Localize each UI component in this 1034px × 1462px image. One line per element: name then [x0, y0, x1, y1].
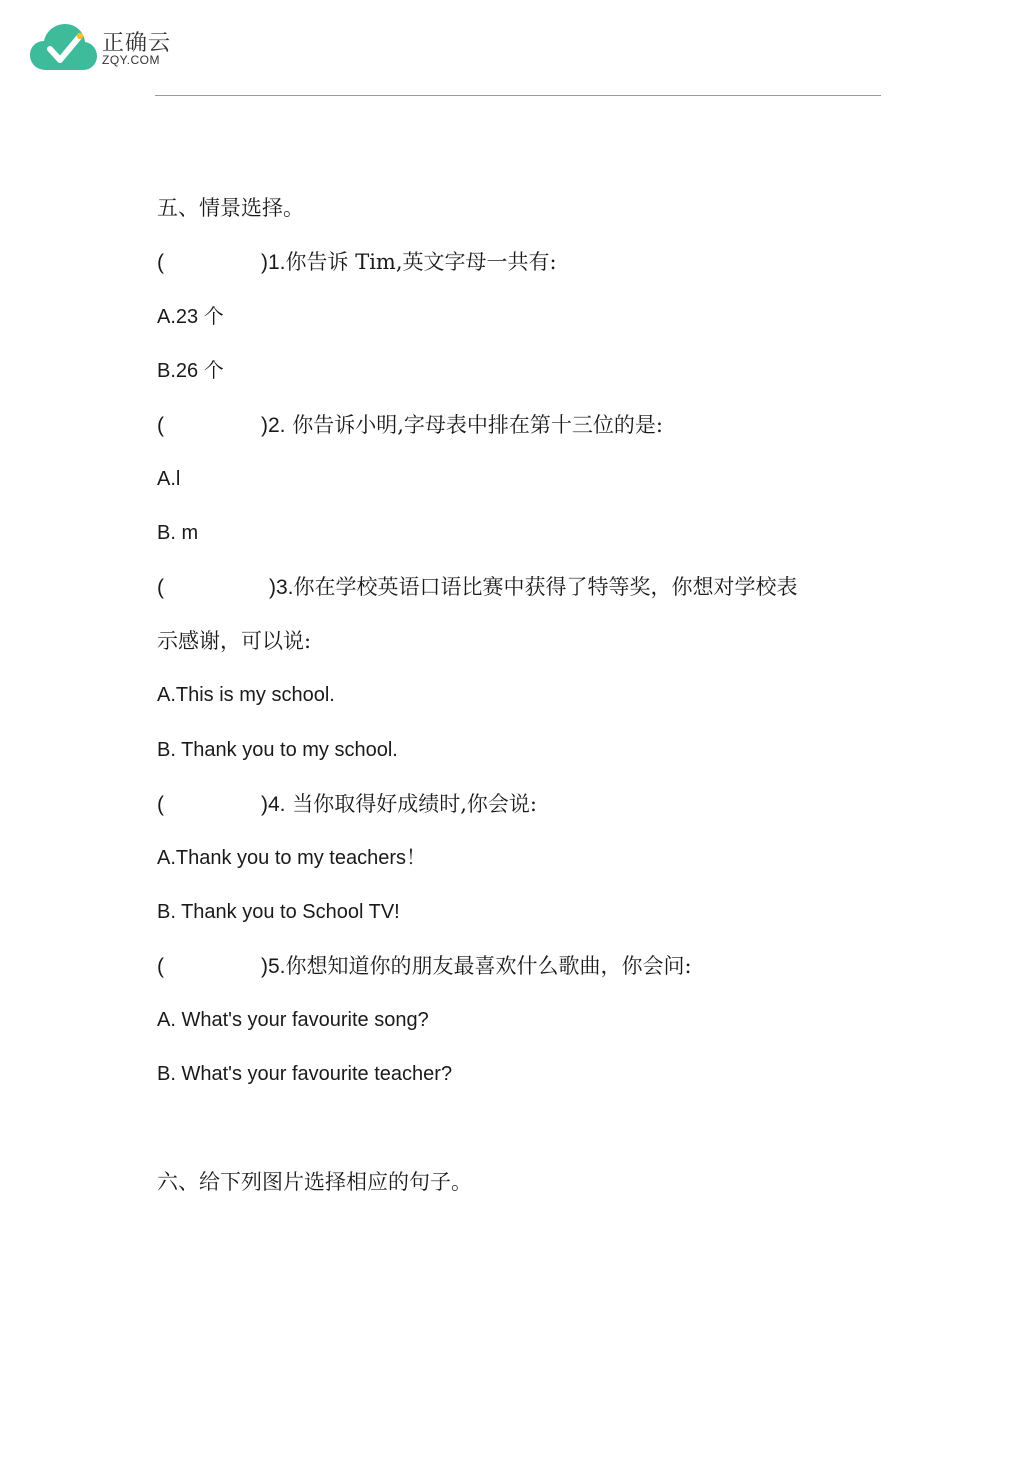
section-six-title: 六、给下列图片选择相应的句子。	[157, 1170, 472, 1194]
question-text: 你在学校英语口语比赛中获得了特等奖，你想对学校表	[293, 575, 798, 599]
answer-blank-open: (	[157, 251, 164, 274]
question-number: )4.	[261, 793, 286, 816]
logo	[30, 22, 190, 74]
answer-blank-open: (	[157, 414, 164, 437]
header-divider	[155, 95, 881, 96]
question-text: 当你取得好成绩时,你会说:	[285, 792, 537, 816]
option-a: A. What's your favourite song?	[157, 1009, 429, 1031]
question-number: )1.	[261, 251, 286, 274]
question-3	[157, 572, 798, 603]
option-a: A.l	[157, 468, 181, 490]
option-a: A.Thank you to my teachers！	[157, 847, 427, 869]
question-number: )3.	[269, 576, 294, 599]
question-text: 你想知道你的朋友最喜欢什么歌曲，你会问:	[285, 954, 692, 978]
logo-domain: ZQY.COM	[102, 53, 160, 67]
question-text: 你告诉 Tim,英文字母一共有:	[285, 250, 557, 274]
question-text-continued: 示感谢，可以说:	[157, 629, 312, 653]
option-a: A.23 个	[157, 306, 224, 328]
question-number: )5.	[261, 955, 286, 978]
option-b: B. Thank you to my school.	[157, 739, 398, 761]
answer-blank-open: (	[157, 793, 164, 816]
answer-blank-open: (	[157, 576, 164, 599]
option-a: A.This is my school.	[157, 684, 335, 706]
option-b: B. What's your favourite teacher?	[157, 1063, 453, 1085]
question-4	[157, 789, 537, 820]
question-1	[157, 247, 557, 278]
answer-blank-open: (	[157, 955, 164, 978]
option-b: B.26 个	[157, 360, 224, 382]
option-b: B. Thank you to School TV!	[157, 901, 400, 923]
question-2	[157, 410, 663, 441]
question-number: )2.	[261, 414, 286, 437]
question-5	[157, 951, 692, 982]
option-b: B. m	[157, 522, 199, 544]
section-five-title: 五、情景选择。	[157, 196, 304, 220]
cloud-check-icon	[30, 22, 98, 74]
logo-name: 正确云	[102, 31, 172, 56]
question-text: 你告诉小明,字母表中排在第十三位的是:	[285, 413, 663, 437]
